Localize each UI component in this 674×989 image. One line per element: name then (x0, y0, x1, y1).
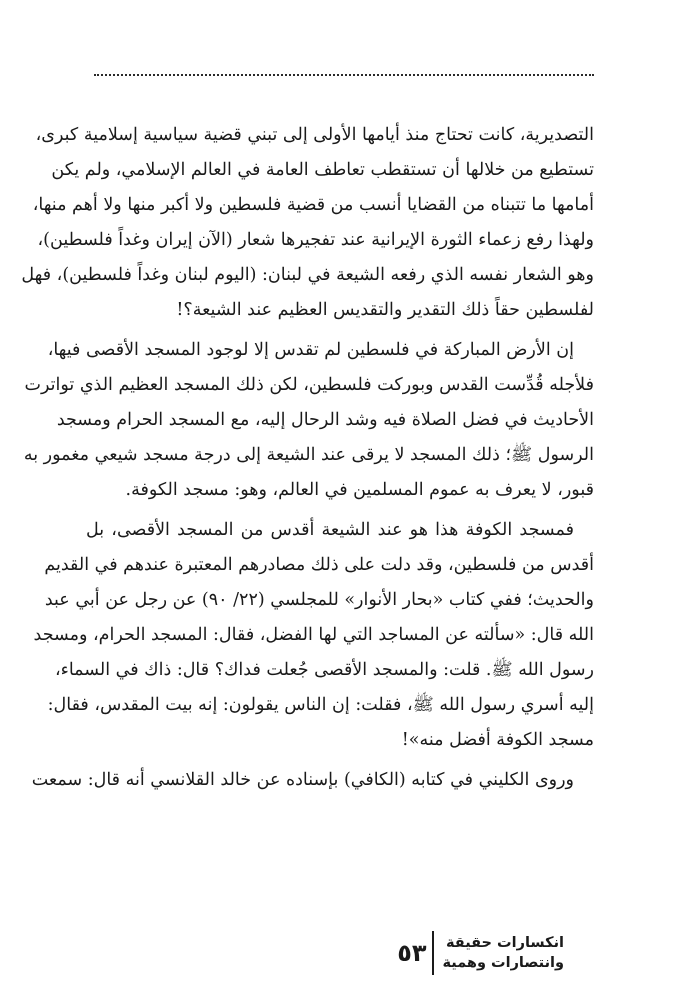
text-line: أمامها ما تتبناه من القضايا أنسب من قضية فلسطين ولا أكبر منها ولا أهم منها، (32, 195, 594, 215)
page-number: ٥٣ (397, 939, 427, 967)
text-line: قبور، لا يعرف به عموم المسلمين في العالم، وهو: مسجد الكوفة. (125, 480, 594, 500)
book-title (434, 933, 564, 973)
text-line: التصديرية، كانت تحتاج منذ أيامها الأولى إلى تبني قضية سياسية إسلامية كبرى، (35, 125, 594, 145)
text-line: لفلسطين حقاً ذلك التقدير والتقديس العظيم عند الشيعة؟! (176, 300, 594, 320)
text-line: فمسجد الكوفة هذا هو عند الشيعة أقدس من المسجد الأقصى، بل (86, 520, 574, 540)
page-footer (387, 930, 564, 976)
text-line: تستطيع من خلالها أن تستقطب تعاطف العامة في العالم الإسلامي، ولم يكن (51, 160, 594, 180)
text-line: مسجد الكوفة أفضل منه»! (401, 730, 594, 750)
paragraph-1 (21, 118, 594, 328)
book-title-line: وانتصارات وهمية (442, 955, 564, 971)
footer-divider (432, 931, 434, 975)
text-line: والحديث؛ ففي كتاب «بحار الأنوار» للمجلسي (٢٢/ ٩٠) عن رجل عن أبي عبد (44, 590, 594, 610)
text-line: وروى الكليني في كتابه (الكافي) بإسناده عن خالد القلانسي أنه قال: سمعت (31, 770, 574, 790)
text-line: إن الأرض المباركة في فلسطين لم تقدس إلا لوجود المسجد الأقصى فيها، (47, 340, 574, 360)
text-line: أقدس من فلسطين، وقد دلت على ذلك مصادرهم المعتبرة عندهم في القديم (44, 555, 594, 575)
book-title-line: انكسارات حقيقة (445, 935, 564, 951)
text-line: إليه أسري رسول الله ﷺ، فقلت: إن الناس يقولون: إنه بيت المقدس، فقال: (47, 695, 594, 715)
paragraph-2 (23, 333, 594, 508)
header-dotted-rule (94, 74, 594, 76)
text-line: الله قال: «سألته عن المساجد التي لها الفضل، فقال: المسجد الحرام، ومسجد (33, 625, 594, 645)
text-line: رسول الله ﷺ. قلت: والمسجد الأقصى جُعلت فداك؟ قال: ذاك في السماء، (54, 660, 594, 680)
paragraph-3 (33, 513, 594, 758)
body-text (21, 118, 594, 798)
text-line: ولهذا رفع زعماء الثورة الإيرانية عند تفجيرها شعار (الآن إيران وغداً فلسطين)، (37, 230, 594, 250)
paragraph-4 (31, 763, 594, 798)
text-line: وهو الشعار نفسه الذي رفعه الشيعة في لبنان: (اليوم لبنان وغداً فلسطين)، فهل (21, 265, 594, 285)
text-line: فلأجله قُدِّست القدس وبوركت فلسطين، لكن ذلك المسجد العظيم الذي تواترت (24, 375, 594, 395)
text-line: الرسول ﷺ؛ ذلك المسجد لا يرقى عند الشيعة إلى درجة مسجد شيعي مغمور به (23, 445, 594, 465)
text-line: الأحاديث في فضل الصلاة فيه وشد الرحال إليه، مع المسجد الحرام ومسجد (56, 410, 594, 430)
